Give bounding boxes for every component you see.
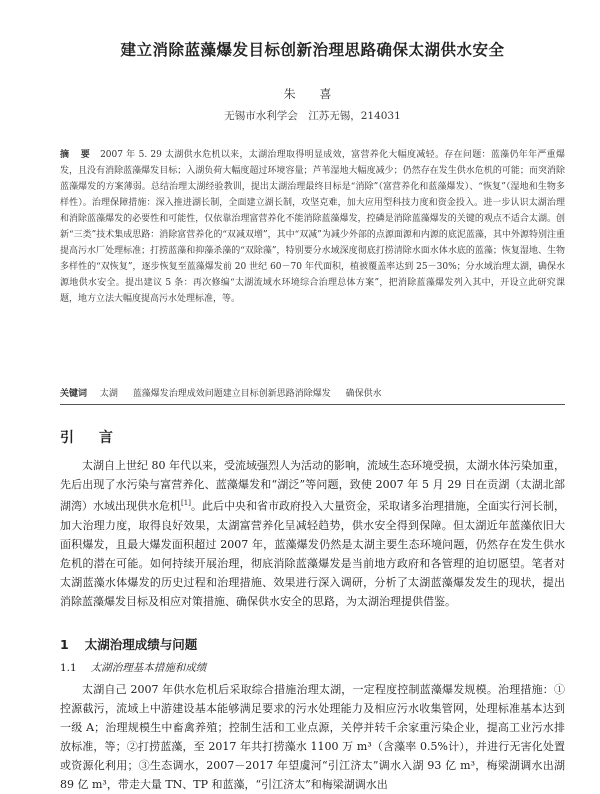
keywords-label: 关键词 — [60, 389, 88, 399]
section-1-paragraph: 太湖自己 2007 年供水危机后采取综合措施治理太湖，一定程度控制蓝藻爆发规模。治理措施：①控源截污，流域上中游建设基本能够满足要求的污水处理能力及相应污水收集管网，处理标准基本达到一级 A；治理规模生中畜禽养殖；控制生活和工业点源，关停并转千余家重污染企业，提高工业污水排放标准，等；②打捞蓝藻，至 2017 年共打捞藻水 1100 万 m³（含藻率 0.5%计），并进行无害化处置或资源化利用；③生态调水，2007－2017 年望虞河“引江济太”调水入湖 93 亿 m³，梅梁湖调水出湖 89 亿 m³，带走大量 TN、TP 和蓝藻，“引江济太”和梅梁湖调水出 — [60, 683, 565, 791]
author-name: 朱 喜 — [283, 87, 342, 101]
section-1-heading — [60, 635, 197, 653]
intro-heading: 引 言 — [60, 430, 123, 446]
section-1-number: 1 — [60, 637, 69, 652]
keyword-item: 蓝藻爆发治理成效问题建立目标创新思路消除爆发 — [132, 389, 331, 399]
keywords-line — [60, 386, 565, 399]
intro-text: 太湖自上世纪 80 年代以来，受流域强烈人为活动的影响，流域生态环境受损，太湖水体污染加重，先后出现了水污染与富营养化、蓝藻爆发和“湖泛”等问题，致使 2007 年 5 月 29 日在贡湖（太湖北部湖湾）水域出现供水危机 — [60, 459, 565, 513]
citation-ref: [1] — [181, 499, 191, 507]
subsection-1-1-number: 1.1 — [60, 662, 77, 674]
section-divider — [60, 404, 565, 405]
keyword-item: 确保供水 — [345, 389, 382, 399]
subsection-1-1-heading — [60, 660, 206, 675]
keyword-item: 太湖 — [99, 389, 118, 399]
intro-text-cont: 。此后中央和省市政府投入大量资金，采取诸多治理措施，全面实行河长制，加大治理力度，取得良好效果，太湖富营养化呈减轻趋势，供水安全得到保障。但太湖近年蓝藻依旧大面积爆发，且最大爆发面积超过 2007 年，蓝藻爆发仍然是太湖主要生态环境问题，仍然存在发生供水危机的潜在可能。如何持续开展治理，彻底消除蓝藻爆发是当前地方政府和各管理的迫切愿望。笔者对太湖蓝藻水体爆发的历史过程和治理措施、效果进行深入调研，分析了太湖蓝藻爆发发生的现状，提出消除蓝藻爆发目标及相应对策措施、确保供水安全的思路，为太湖治理提供借鉴。 — [60, 499, 566, 608]
abstract-block — [60, 147, 565, 307]
abstract-text: 2007 年 5. 29 太湖供水危机以来，太湖治理取得明显成效，富营养化大幅度减轻。存在问题：蓝藻仍年年严重爆发，且没有消除蓝藻爆发目标；入湖负荷大幅度超过环境容量；芦苇湿地大幅度减少；仍然存在发生供水危机的可能；而突消除蓝藻爆发的方案薄弱。总结治理太湖经验教训，提出太湖治理最终目标是“消除”（富营养化和蓝藻爆发）、“恢复”（湿地和生物多样性）。治理保障措施：深入推进湖长制，全面建立湖长制，攻坚克难，加大应用型科技力度和资金投入。进一步认识太湖治理和消除蓝藻爆发的必要性和可能性，仅依靠治理富营养化不能消除蓝藻爆发，控磷是消除蓝藻爆发的关键的观点不适合太湖。创新“三类”技术集成思路：消除富营养化的“双减双增”，其中“双减”为减少外部的点源面源和内源的底泥蓝藻，其中外源特别注重提高污水厂处理标准；打捞蓝藻和抑藻杀藻的“双除藻”，特别要分水域深度彻底打捞清除水面水体水底的蓝藻；恢复湿地、生物多样性的“双恢复”，逐步恢复至蓝藻爆发前 20 世纪 60－70 年代面积，植被覆盖率达到 25－30%；分水域治理太湖，确保水源地供水安全。提出建议 5 条：再次修编“太湖流域水环境综合治理总体方案”，把消除蓝藻爆发列入其中，开设立此研究课题，地方立法大幅度提高污水处理标准，等。 — [60, 150, 565, 304]
section-1-title: 太湖治理成绩与问题 — [84, 637, 198, 652]
subsection-1-1-title: 太湖治理基本措施和成绩 — [90, 662, 207, 674]
intro-paragraph — [60, 456, 565, 611]
author-affiliation: 无锡市水利学会 江苏无锡，214031 — [224, 110, 401, 122]
paper-title: 建立消除蓝藻爆发目标创新治理思路确保太湖供水安全 — [120, 41, 505, 59]
abstract-label: 摘 要 — [60, 150, 95, 160]
